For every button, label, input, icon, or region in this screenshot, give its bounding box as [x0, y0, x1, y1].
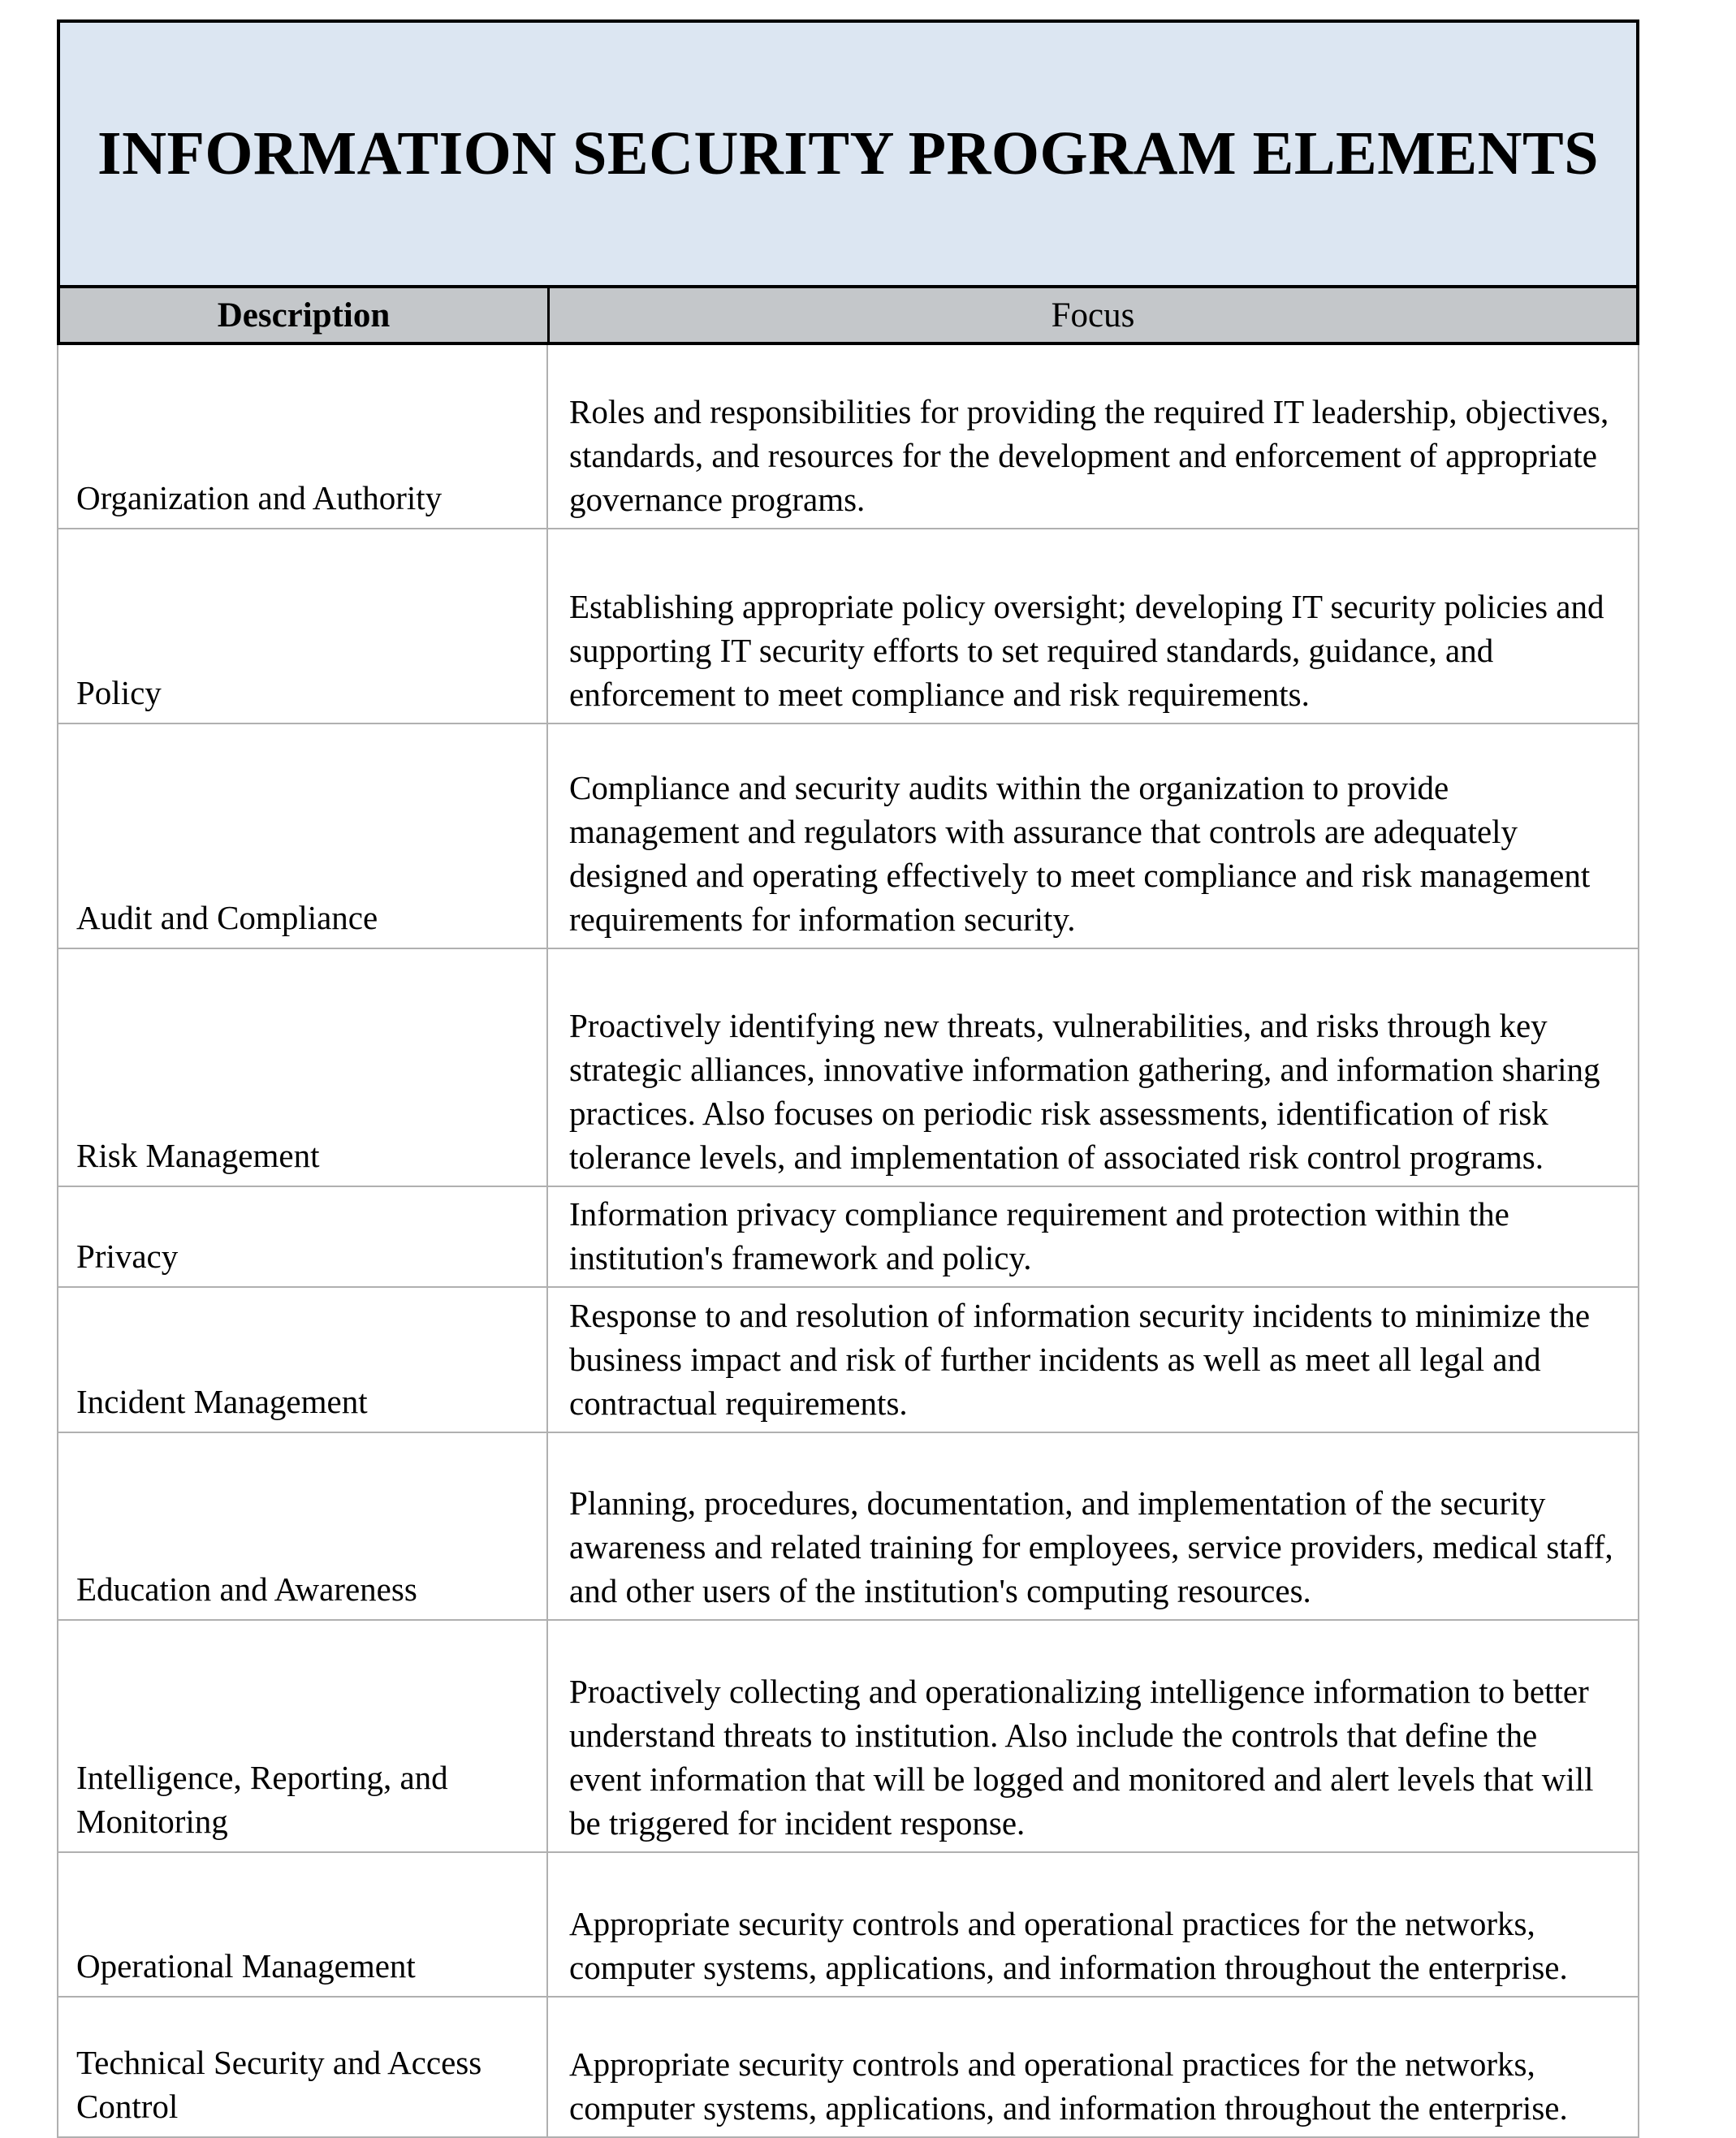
focus-cell [548, 1621, 1638, 1851]
description-cell [58, 1621, 548, 1851]
description-cell [58, 529, 548, 723]
page-title: INFORMATION SECURITY PROGRAM ELEMENTS [97, 119, 1599, 188]
description-cell [58, 1433, 548, 1619]
focus-cell [548, 1187, 1638, 1286]
description-cell [58, 724, 548, 948]
table-row [58, 948, 1638, 1186]
table-title-banner [57, 19, 1639, 288]
focus-text: Proactively collecting and operationalizing intelligence information to better understand threats to institution. Also include the controls that define the event information that will be logged and monitored and alert levels that will be triggered for incident response. [569, 1673, 1594, 1842]
description-cell [58, 1288, 548, 1432]
focus-text: Establishing appropriate policy oversight; developing IT security policies and supporting IT security efforts to set required standards, guidance, and enforcement to meet compliance and risk requirements. [569, 588, 1604, 713]
description-label: Incident Management [76, 1383, 368, 1420]
table-body [57, 345, 1639, 2138]
description-cell [58, 1187, 548, 1286]
table-row [58, 528, 1638, 723]
table-row [58, 345, 1638, 528]
information-security-program-table [57, 19, 1639, 2138]
focus-cell [548, 1433, 1638, 1619]
table-row [58, 1286, 1638, 1432]
description-cell [58, 949, 548, 1186]
focus-text: Compliance and security audits within the organization to provide management and regulators with assurance that controls are adequately designed and operating effectively to meet compliance and risk management requirements for information security. [569, 769, 1591, 938]
focus-text: Response to and resolution of information security incidents to minimize the business impact and risk of further incidents as well as meet all legal and contractual requirements. [569, 1297, 1591, 1422]
description-label: Operational Management [76, 1947, 416, 1985]
table-header-row [57, 288, 1639, 345]
column-header-focus: Focus [1051, 296, 1135, 335]
description-cell [58, 345, 548, 528]
focus-text: Planning, procedures, documentation, and implementation of the security awareness and related training for employees, service providers, medical staff, and other users of the institution's computing resources. [569, 1484, 1613, 1609]
table-row [58, 1851, 1638, 1996]
description-label: Privacy [76, 1237, 179, 1275]
focus-cell [548, 1288, 1638, 1432]
description-cell [58, 1998, 548, 2136]
description-label: Organization and Authority [76, 479, 443, 516]
column-header-description: Description [60, 288, 550, 342]
focus-text: Appropriate security controls and operational practices for the networks, computer systems, applications, and information throughout the enterprise. [569, 2045, 1568, 2127]
focus-cell [548, 529, 1638, 723]
table-row [58, 723, 1638, 948]
focus-cell [548, 345, 1638, 528]
description-label: Education and Awareness [76, 1570, 417, 1608]
focus-text: Information privacy compliance requirement and protection within the institution's framework and policy. [569, 1195, 1509, 1276]
table-row [58, 1186, 1638, 1286]
table-row [58, 1996, 1638, 2136]
description-cell [58, 1853, 548, 1996]
description-label: Risk Management [76, 1137, 320, 1174]
description-label: Intelligence, Reporting, and Monitoring [76, 1759, 448, 1840]
focus-cell [548, 949, 1638, 1186]
description-label: Audit and Compliance [76, 899, 378, 936]
focus-cell [548, 1853, 1638, 1996]
focus-text: Appropriate security controls and operational practices for the networks, computer systems, applications, and information throughout the enterprise. [569, 1905, 1568, 1986]
description-label: Technical Security and Access Control [76, 2044, 482, 2125]
table-row [58, 1619, 1638, 1851]
description-label: Policy [76, 674, 162, 711]
focus-text: Proactively identifying new threats, vulnerabilities, and risks through key strategic alliances, innovative information gathering, and information sharing practices. Also focuses on periodic risk assessments, identification of risk tolerance levels, and implementation of associated risk control programs. [569, 1007, 1600, 1176]
table-row [58, 1432, 1638, 1619]
focus-cell [548, 1998, 1638, 2136]
focus-text: Roles and responsibilities for providing the required IT leadership, objectives, standards, and resources for the development and enforcement of appropriate governance programs. [569, 393, 1609, 518]
focus-cell [548, 724, 1638, 948]
